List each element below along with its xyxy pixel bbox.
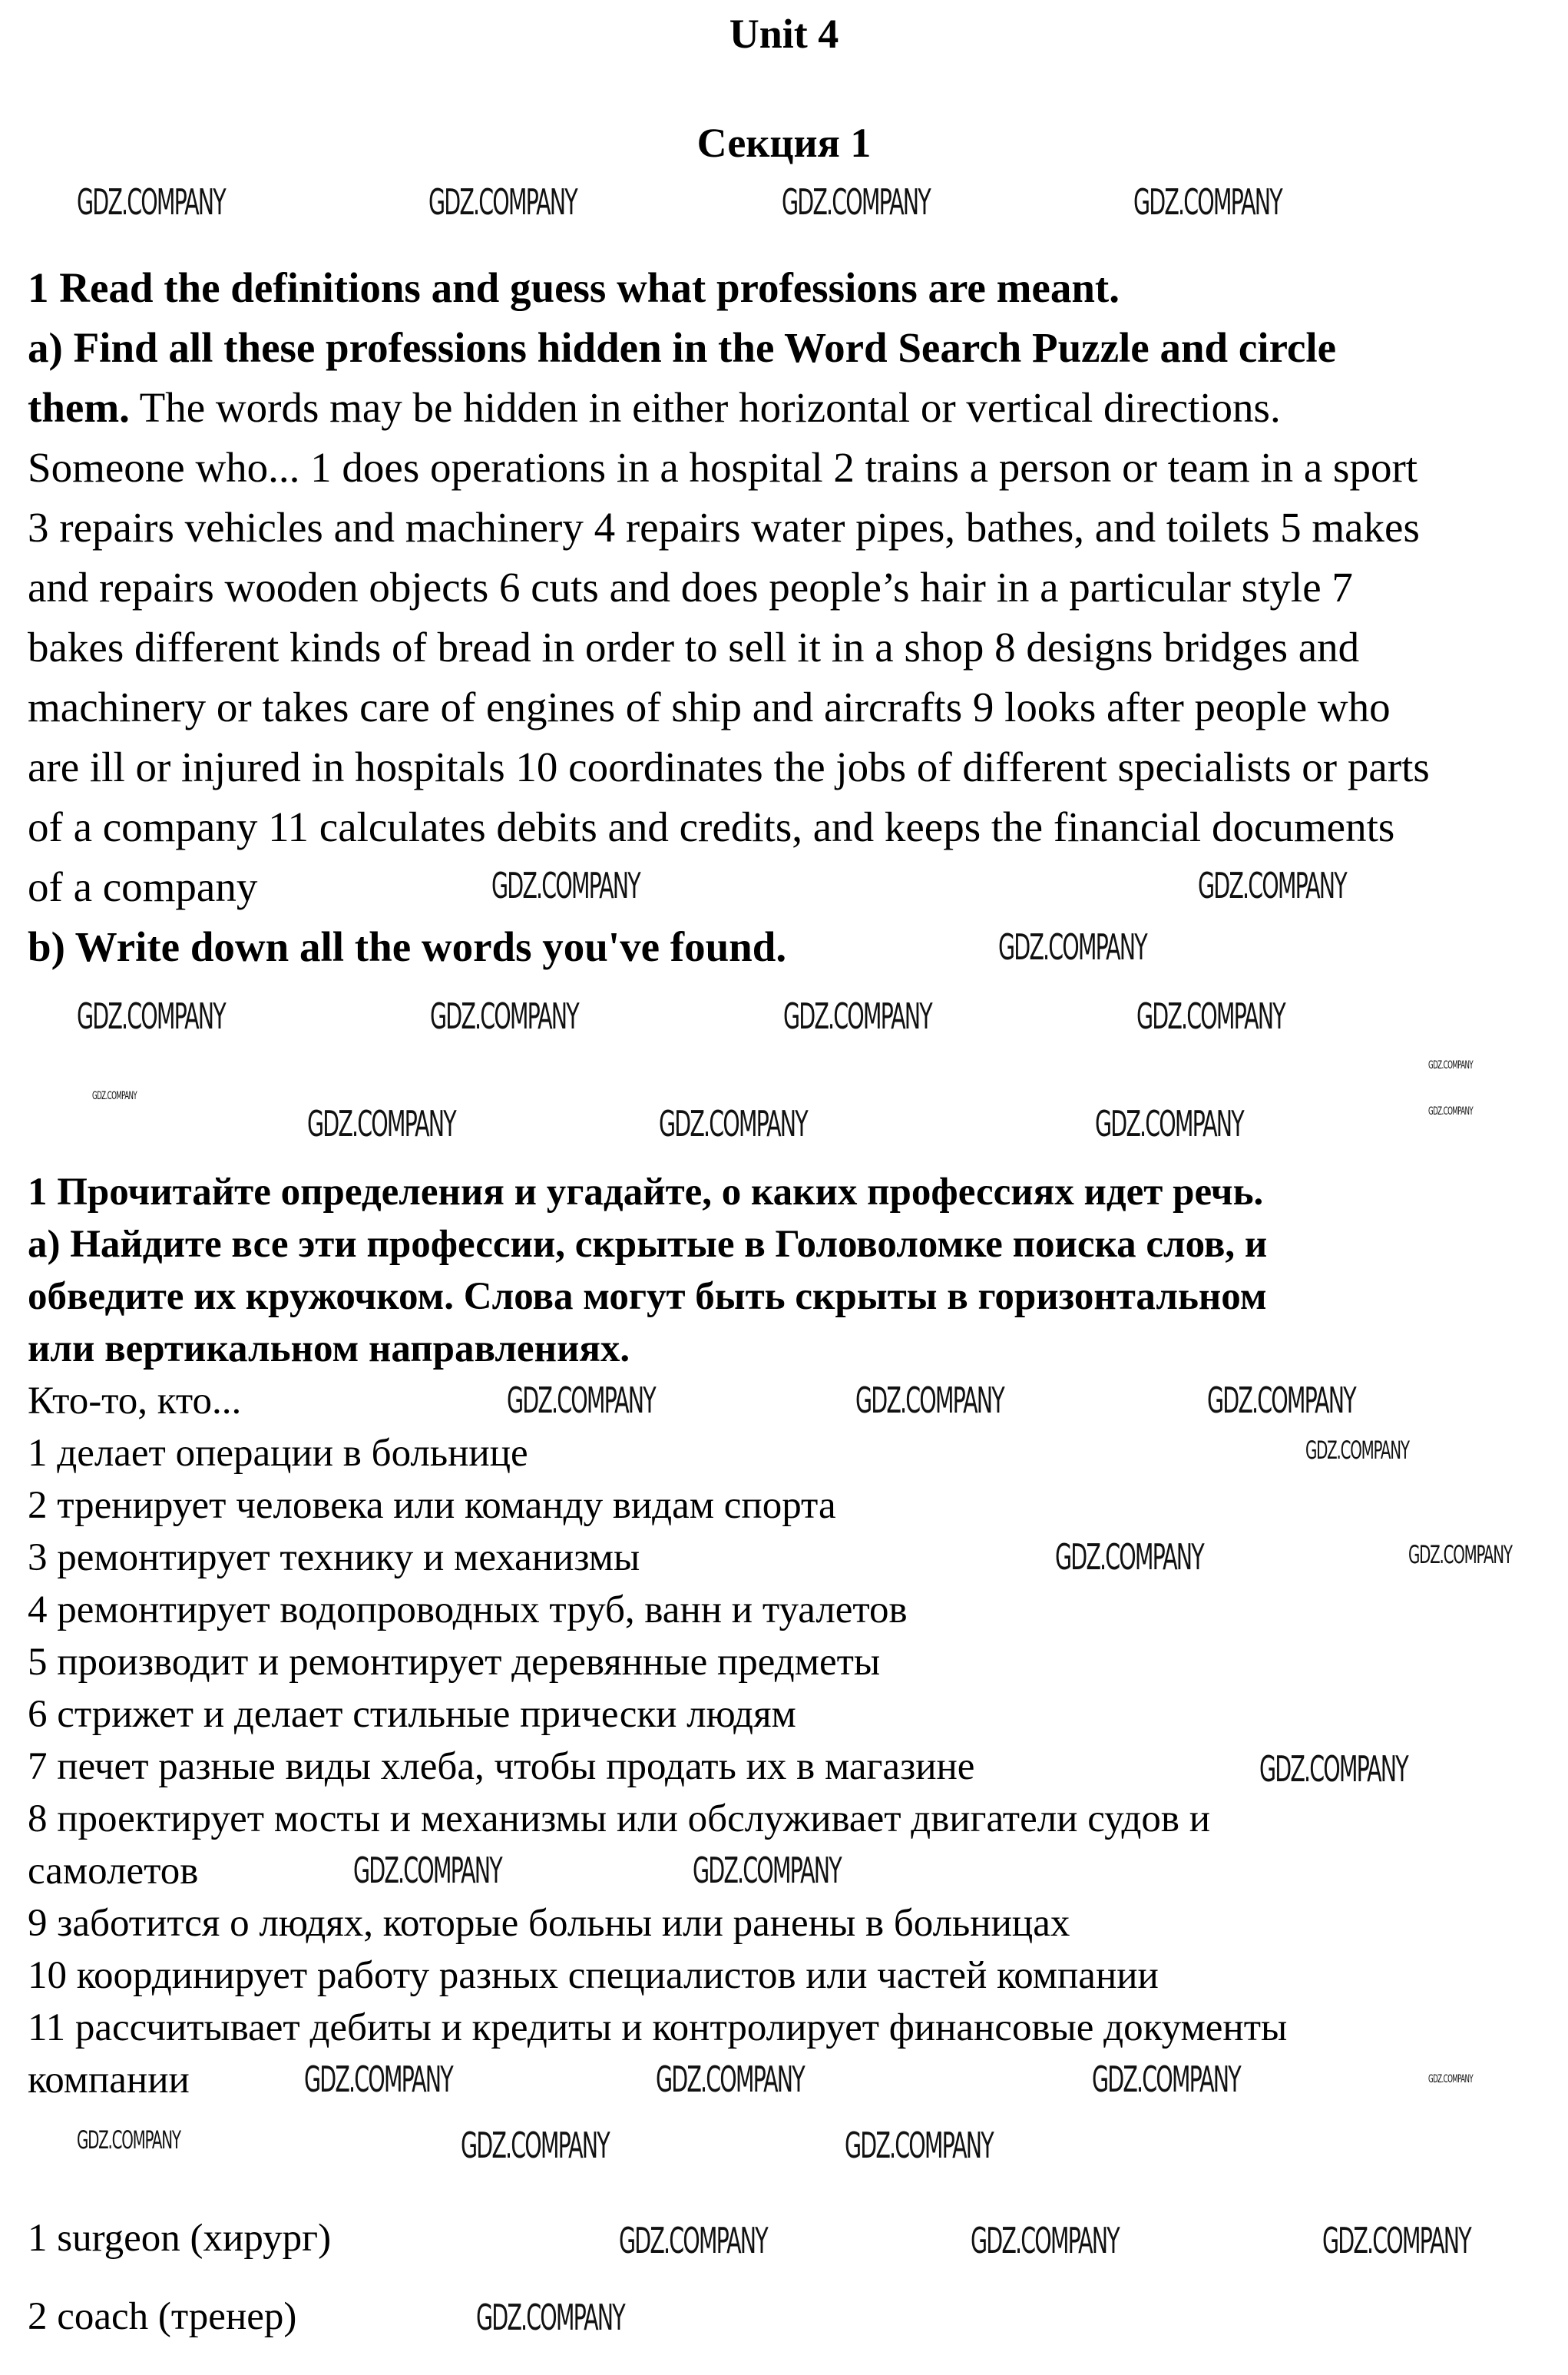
watermark-text: GDZ.COMPANY xyxy=(971,2220,1119,2261)
watermark-text: GDZ.COMPANY xyxy=(1207,1380,1355,1421)
body-text: компании xyxy=(28,2059,190,2102)
body-text: 7 печет разные виды хлеба, чтобы продать их в магазине xyxy=(28,1745,975,1788)
bold-text: 1 Прочитайте определения и угадайте, о каких профессиях идет речь. xyxy=(28,1171,1264,1214)
watermark-text: GDZ.COMPANY xyxy=(92,1090,137,1102)
body-text: 3 ремонтирует технику и механизмы xyxy=(28,1536,640,1579)
russian-task-line xyxy=(28,1584,908,1636)
body-text: are ill or injured in hospitals 10 coordinates the jobs of different specialists or parts xyxy=(28,744,1430,790)
body-text: of a company 11 calculates debits and credits, and keeps the financial documents xyxy=(28,803,1395,850)
watermark-text: GDZ.COMPANY xyxy=(1133,181,1282,223)
english-task-line xyxy=(28,917,786,977)
watermark-text: GDZ.COMPANY xyxy=(1322,2220,1470,2261)
body-text: 10 координирует работу разных специалистов или частей компании xyxy=(28,1954,1159,1997)
watermark-text: GDZ.COMPANY xyxy=(656,2059,804,2100)
watermark-text: GDZ.COMPANY xyxy=(77,181,225,223)
watermark-text: GDZ.COMPANY xyxy=(1136,995,1285,1037)
bold-text: b) Write down all the words you've found. xyxy=(28,923,787,970)
watermark-text: GDZ.COMPANY xyxy=(1428,1105,1474,1118)
watermark-text: GDZ.COMPANY xyxy=(855,1380,1004,1421)
russian-task-line xyxy=(28,1636,880,1688)
watermark-text: GDZ.COMPANY xyxy=(1428,2073,1474,2085)
russian-task-line xyxy=(28,1218,1267,1270)
watermark-text: GDZ.COMPANY xyxy=(507,1380,655,1421)
bold-text: обведите их кружочком. Слова могут быть скрыты в горизонтальном xyxy=(28,1275,1267,1318)
watermark-text: GDZ.COMPANY xyxy=(353,1850,501,1891)
watermark-text: GDZ.COMPANY xyxy=(77,995,225,1037)
watermark-text: GDZ.COMPANY xyxy=(491,865,640,906)
answer-item: 1 surgeon (хирург) xyxy=(28,2217,332,2260)
body-text: 2 тренирует человека или команду видам спорта xyxy=(28,1484,836,1527)
unit-title: Unit 4 xyxy=(729,11,839,57)
watermark-text: GDZ.COMPANY xyxy=(782,181,930,223)
english-task-line xyxy=(28,737,1430,797)
body-text: 1 делает операции в больнице xyxy=(28,1432,528,1475)
watermark-text: GDZ.COMPANY xyxy=(307,1103,455,1144)
bold-text: 1 Read the definitions and guess what professions are meant. xyxy=(28,264,1120,311)
section-title: Секция 1 xyxy=(696,120,872,166)
body-text: Someone who... 1 does operations in a hospital 2 trains a person or team in a sport xyxy=(28,444,1418,491)
english-task-line xyxy=(28,857,257,917)
russian-task-line xyxy=(28,1166,1263,1218)
body-text: Кто-то, кто... xyxy=(28,1380,242,1423)
body-text: 6 стрижет и делает стильные прически людям xyxy=(28,1693,796,1736)
russian-task-line xyxy=(28,2002,1287,2054)
watermark-text: GDZ.COMPANY xyxy=(1095,1103,1243,1144)
english-task-line xyxy=(28,498,1420,558)
english-task-line xyxy=(28,258,1120,318)
english-task-line xyxy=(28,618,1359,677)
russian-task-line xyxy=(28,1793,1210,1845)
english-task-line xyxy=(28,318,1336,378)
watermark-text: GDZ.COMPANY xyxy=(1055,1536,1203,1578)
body-text: самолетов xyxy=(28,1850,199,1893)
bold-text: a) Find all these professions hidden in the Word Search Puzzle and circle xyxy=(28,324,1337,371)
watermark-text: GDZ.COMPANY xyxy=(783,995,931,1037)
watermark-text: GDZ.COMPANY xyxy=(659,1103,807,1144)
russian-task-line xyxy=(28,1323,630,1375)
watermark-text: GDZ.COMPANY xyxy=(998,926,1146,968)
body-text: 5 производит и ремонтирует деревянные предметы xyxy=(28,1641,881,1684)
english-task-line xyxy=(28,558,1353,618)
watermark-text: GDZ.COMPANY xyxy=(1408,1540,1512,1569)
bold-text: или вертикальном направлениях. xyxy=(28,1327,630,1370)
watermark-text: GDZ.COMPANY xyxy=(430,995,578,1037)
english-task-line xyxy=(28,438,1417,498)
body-text: 8 проектирует мосты и механизмы или обслуживает двигатели судов и xyxy=(28,1797,1211,1840)
watermark-text: GDZ.COMPANY xyxy=(304,2059,452,2100)
russian-task-line xyxy=(28,1427,528,1479)
english-task-line xyxy=(28,677,1391,737)
watermark-text: GDZ.COMPANY xyxy=(77,2125,180,2155)
body-text: of a company xyxy=(28,863,258,910)
watermark-text: GDZ.COMPANY xyxy=(476,2297,624,2338)
body-text: bakes different kinds of bread in order to sell it in a shop 8 designs bridges and xyxy=(28,624,1360,671)
russian-task-line xyxy=(28,1688,796,1741)
english-task-line xyxy=(28,797,1394,857)
watermark-text: GDZ.COMPANY xyxy=(693,1850,841,1891)
watermark-text: GDZ.COMPANY xyxy=(461,2125,609,2166)
russian-task-line xyxy=(28,1532,640,1584)
watermark-text: GDZ.COMPANY xyxy=(1092,2059,1240,2100)
russian-task-line xyxy=(28,1375,241,1427)
russian-task-line xyxy=(28,1270,1267,1323)
watermark-text: GDZ.COMPANY xyxy=(1428,1059,1474,1072)
russian-task-line xyxy=(28,1741,974,1793)
russian-task-line xyxy=(28,1897,1070,1949)
body-text: 11 рассчитывает дебиты и кредиты и контролирует финансовые документы xyxy=(28,2006,1288,2049)
watermark-text: GDZ.COMPANY xyxy=(619,2220,767,2261)
body-text: The words may be hidden in either horizontal or vertical directions. xyxy=(129,384,1281,431)
body-text: 3 repairs vehicles and machinery 4 repairs water pipes, bathes, and toilets 5 makes xyxy=(28,504,1420,551)
watermark-text: GDZ.COMPANY xyxy=(1259,1748,1408,1790)
body-text: and repairs wooden objects 6 cuts and does people’s hair in a particular style 7 xyxy=(28,564,1353,611)
russian-task-line xyxy=(28,1479,836,1532)
watermark-text: GDZ.COMPANY xyxy=(1198,865,1346,906)
watermark-text: GDZ.COMPANY xyxy=(1305,1436,1409,1465)
russian-task-line xyxy=(28,1845,198,1897)
russian-task-line xyxy=(28,2054,190,2106)
body-text: 4 ремонтирует водопроводных труб, ванн и туалетов xyxy=(28,1588,908,1631)
watermark-text: GDZ.COMPANY xyxy=(428,181,577,223)
body-text: machinery or takes care of engines of ship and aircrafts 9 looks after people who xyxy=(28,684,1391,730)
watermark-text: GDZ.COMPANY xyxy=(845,2125,993,2166)
russian-task-line xyxy=(28,1949,1159,2002)
english-task-line xyxy=(28,378,1281,438)
answer-item: 2 coach (тренер) xyxy=(28,2295,297,2338)
bold-text: а) Найдите все эти профессии, скрытые в Головоломке поиска слов, и xyxy=(28,1223,1268,1266)
bold-text: them. xyxy=(28,384,130,431)
body-text: 9 заботится о людях, которые больны или ранены в больницах xyxy=(28,1902,1070,1945)
